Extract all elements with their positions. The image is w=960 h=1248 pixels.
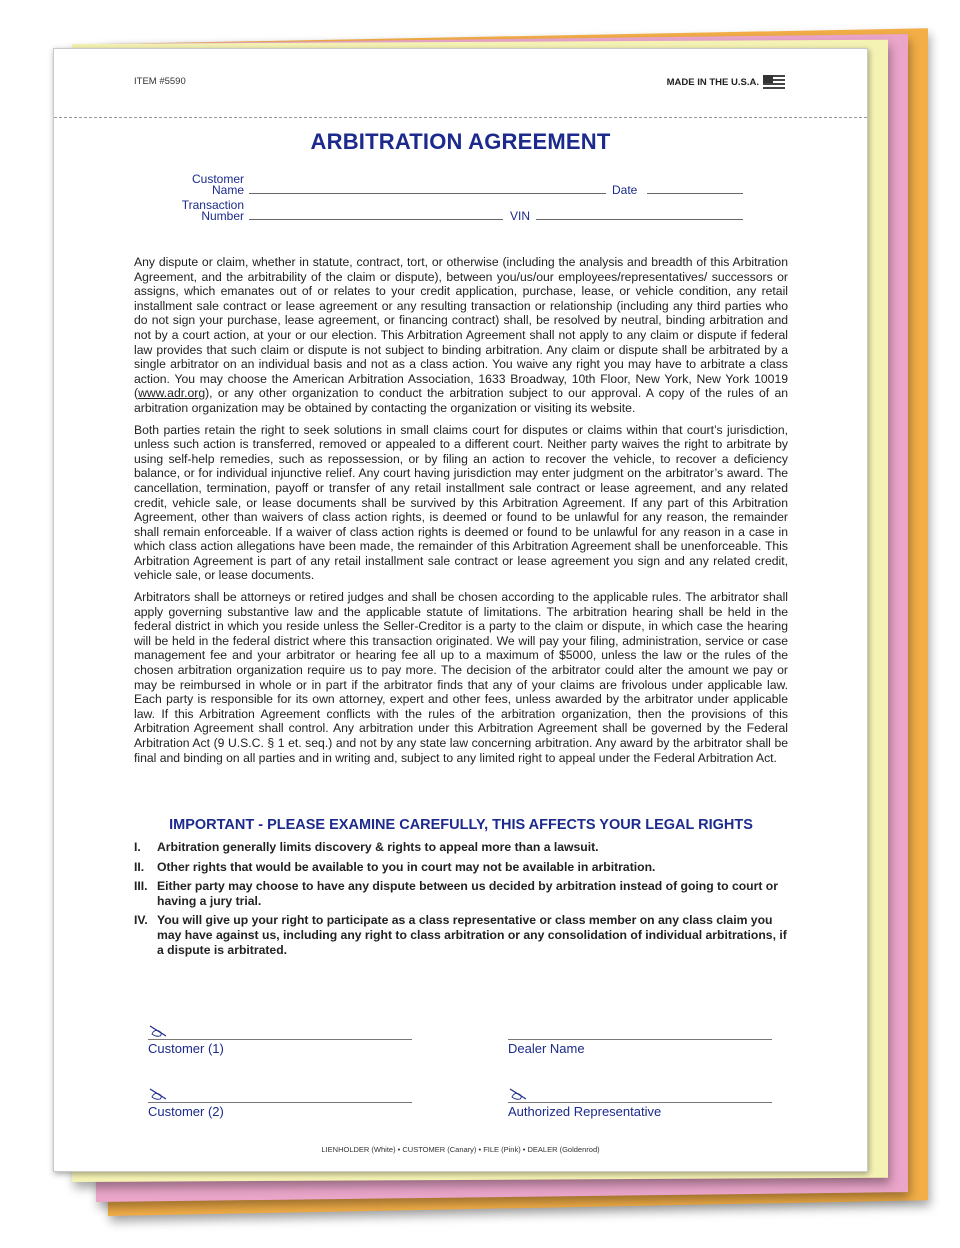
rights-item — [134, 840, 788, 855]
paragraph-2: Both parties retain the right to seek solutions in small claims court for disputes or claims within that court’s jurisdiction, unless such action is transferred, removed or appealed to a different court. Neither party waives the right to arbitrate by using self-help remedies, such as repossession, or by filing an action to recover the vehicle, to recover a deficiency balance, or for individual injunctive relief. Any court having jurisdiction may enter judgment on the arbitrator’s award. The cancellation, termination, payoff or transfer of any retail installment sale contract or lease agreement, and any related credit, vehicle sale, or lease documents shall be survived by this Arbitration Agreement. If any part of this Arbitration Agreement, other than waivers of class action rights, is deemed or found to be unlawful for any reason, the remainder shall remain enforceable. If a waiver of class action rights is deemed or found to be unlawful for any reason in a case in which class action allegations have been made, the remainder of this Arbitration Agreement shall be unenforceable. This Arbitration Agreement is part of any retail installment sale contract or lease agreement you sign and any related credit, vehicle sale, or lease documents. — [134, 422, 788, 583]
customer-2-signature[interactable] — [148, 1084, 412, 1124]
authorized-rep-signature-line[interactable] — [508, 1102, 772, 1103]
rights-item-number: I. — [134, 840, 141, 854]
customer-name-label-line1: Customer — [191, 172, 244, 186]
vin-label: VIN — [510, 209, 531, 223]
paragraph-1-part-a: Any dispute or claim, whether in statute, contract, tort, or otherwise (including the analysis and breadth of this Arbitration Agreement, and the arbitrability of the claim or dispute), between you/us/our employees/representatives/ successors or assigns, which emanates out of or relates to your credit application, purchase, lease, or vehicle condition, any retail installment sale contract or lease agreement or any resulting transaction or relationship (including any third parties who do not sign your purchase, lease agreement, or financing contract) shall, be resolved by neutral, binding arbitration and not by a court action, at your or our election. This Arbitration Agreement shall not apply to any claim or dispute if federal law provides that such claim or dispute is not subject to binding arbitration. Any claim or dispute shall be arbitrated by a single arbitrator on an individual basis and not as a class action. You waive any right you may have to arbitrate a class action. You may choose the American Arbitration Association, 1633 Broadway, 10th Floor, New York, New York 10019 ( — [134, 255, 788, 401]
paragraph-3: Arbitrators shall be attorneys or retired judges and shall be chosen according to the applicable rules. The arbitrator shall apply governing substantive law and the applicable statute of limitations. The arbitration hearing shall be held in the federal district in which you reside unless the Seller-Creditor is a party to the claim or dispute, in which case the hearing will be held in the federal district where this transaction originated. We will pay your filing, administration, service or case management fee and your arbitrator or hearing fee all up to a maximum of $5000, unless the law or the rules of the chosen arbitration organization require us to pay more. The decision of the arbitrator could alter the amount we pay or may be reimbursed in whole or in part if the arbitrator finds that any of your claims are frivolous under applicable law. Each party is responsible for its own attorney, expert and other fees, unless awarded by the arbitrator under applicable law. If this Arbitration Agreement conflicts with the rules of the arbitration organization, then the provisions of this Arbitration Agreement shall control. Any arbitration under this Arbitration Agreement shall be governed by the Federal Arbitration Act (9 U.S.C. § 1 et. seq.) and not by any state law concerning arbitration. Any award by the arbitrator shall be final and binding on all parties and in writing and, subject to any limited right to appeal under the Federal Arbitration Act. — [134, 590, 788, 765]
date-label: Date — [612, 183, 638, 197]
rights-item-text: You will give up your right to participate as a class representative or class member on any class claim you may have against us, including any right to class arbitration or any consolidation of individual arbitrations, if a dispute is arbitrated. — [157, 913, 787, 957]
rights-item-number: IV. — [134, 913, 148, 928]
dealer-name-label: Dealer Name — [508, 1041, 585, 1056]
item-number: ITEM #5590 — [134, 76, 186, 87]
customer-1-label: Customer (1) — [148, 1041, 224, 1056]
rights-item — [134, 860, 788, 875]
document-title: ARBITRATION AGREEMENT — [310, 129, 611, 154]
customer-name-label — [174, 174, 244, 196]
rights-item-number: III. — [134, 879, 148, 894]
dealer-name-line[interactable] — [508, 1039, 772, 1040]
rights-item-text: Either party may choose to have any dispute between us decided by arbitration instead of going to court or having a jury trial. — [157, 879, 778, 908]
made-in-usa — [667, 75, 785, 89]
adr-link[interactable]: www.adr.org — [138, 386, 206, 401]
sign-here-pen-icon — [148, 1087, 168, 1101]
customer-name-field[interactable] — [249, 193, 606, 194]
sign-here-pen-icon — [508, 1087, 528, 1101]
rights-item-text: Arbitration generally limits discovery & rights to appeal more than a lawsuit. — [157, 840, 599, 854]
customer-1-signature[interactable] — [148, 1021, 412, 1061]
important-heading: IMPORTANT - PLEASE EXAMINE CAREFULLY, THIS AFFECTS YOUR LEGAL RIGHTS — [169, 817, 753, 833]
copy-distribution-footer: LIENHOLDER (White) • CUSTOMER (Canary) • FILE (Pink) • DEALER (Goldenrod) — [321, 1145, 600, 1154]
dealer-name-signature[interactable] — [508, 1021, 772, 1061]
authorized-rep-label: Authorized Representative — [508, 1104, 662, 1119]
us-flag-icon — [763, 75, 785, 89]
transaction-label-line1: Transaction — [181, 198, 244, 212]
vin-field[interactable] — [536, 219, 743, 220]
perforation-line — [54, 117, 867, 118]
authorized-rep-signature[interactable] — [508, 1084, 772, 1124]
rights-item-number: II. — [134, 859, 145, 874]
transaction-label-line2: Number — [201, 209, 244, 223]
rights-item-text: Other rights that would be available to you in court may not be available in arbitration. — [157, 859, 656, 874]
customer-2-label: Customer (2) — [148, 1104, 224, 1119]
customer-1-signature-line[interactable] — [148, 1039, 412, 1040]
agreement-body — [134, 255, 788, 772]
customer-name-label-line2: Name — [211, 183, 244, 197]
transaction-number-label — [164, 200, 244, 222]
paragraph-1-part-b: ), or any other organization to conduct the arbitration subject to our approval. A copy of the rules of an arbitration organization may be obtained by contacting the organization or visiting its website. — [134, 386, 788, 415]
date-field[interactable] — [647, 193, 743, 194]
customer-2-signature-line[interactable] — [148, 1102, 412, 1103]
paragraph-1 — [134, 255, 788, 416]
white-form-sheet — [53, 48, 868, 1172]
made-in-text: MADE IN THE U.S.A. — [666, 76, 759, 88]
rights-item — [134, 913, 788, 957]
rights-list — [134, 840, 788, 962]
rights-item — [134, 879, 788, 908]
transaction-number-field[interactable] — [249, 219, 503, 220]
sign-here-pen-icon — [148, 1024, 168, 1038]
